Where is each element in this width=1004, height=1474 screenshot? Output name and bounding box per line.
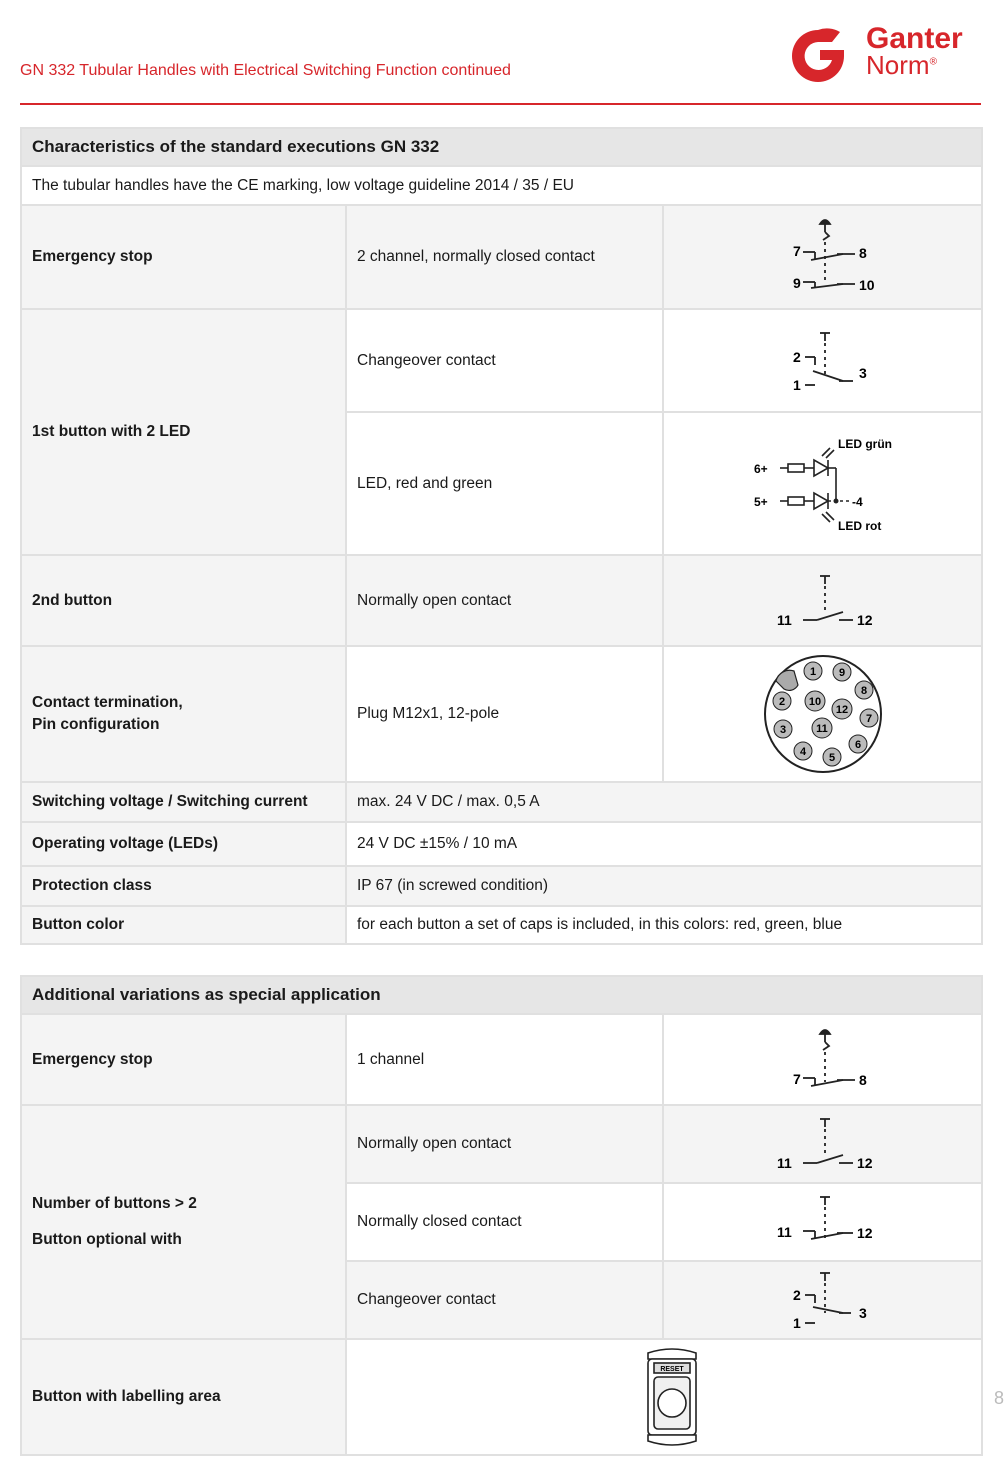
operating-voltage-label: Operating voltage (LEDs) [21, 822, 346, 866]
pin-5: 5 [828, 752, 835, 764]
plug-pin-diagram [663, 646, 982, 782]
led-red-text: LED rot [837, 518, 881, 533]
t2-co-value: Changeover contact [346, 1261, 663, 1339]
ganter-norm-logo [786, 24, 986, 86]
nc-2ch-mushroom-icon [763, 212, 883, 302]
table2-heading: Additional variations as special application [21, 976, 982, 1014]
contact-termination-line2: Pin configuration [32, 716, 160, 733]
pin-1: 1 [809, 666, 816, 678]
nc-pin-12: 12 [856, 1225, 873, 1241]
pin-12: 12 [835, 704, 848, 716]
changeover-value: Changeover contact [346, 309, 663, 412]
pin-4: 4 [799, 746, 806, 758]
led-pin-6: 6+ [753, 461, 768, 476]
es-pin-7: 7 [792, 243, 801, 259]
pin-9: 9 [838, 667, 845, 679]
t2-no-contact-icon [763, 1109, 883, 1179]
es-pin-8: 8 [858, 245, 867, 261]
led-value: LED, red and green [346, 412, 663, 555]
contact-termination-line1: Contact termination, [32, 694, 183, 711]
t2-nc-symbol [663, 1183, 982, 1261]
first-button-label: 1st button with 2 LED [21, 309, 346, 555]
pin-7: 7 [865, 713, 872, 725]
contact-termination-value: Plug M12x1, 12-pole [346, 646, 663, 782]
second-button-label: 2nd button [21, 555, 346, 646]
labelling-area-image [346, 1339, 982, 1455]
no-pin-12: 12 [856, 611, 873, 628]
logo-word-norm-wrap [866, 50, 937, 81]
page-number: 8 [994, 1388, 1004, 1408]
nc-contact-icon [763, 1187, 883, 1257]
t2-emergency-stop-label: Emergency stop [21, 1014, 346, 1105]
t2-no-symbol [663, 1105, 982, 1183]
reset-label-text: RESET [660, 1366, 684, 1373]
protection-class-value: IP 67 (in screwed condition) [346, 866, 982, 906]
t2-no-pin-12: 12 [856, 1155, 873, 1171]
protection-class-label: Protection class [21, 866, 346, 906]
co-pin-2: 2 [792, 348, 801, 365]
t2-es-pin-8: 8 [858, 1071, 867, 1088]
pin-10: 10 [808, 696, 821, 708]
characteristics-table [20, 127, 983, 945]
logo-registered: ® [929, 56, 937, 68]
logo-word-ganter: Ganter [866, 22, 963, 55]
switching-voltage-value: max. 24 V DC / max. 0,5 A [346, 782, 982, 822]
t2-emergency-stop-value: 1 channel [346, 1014, 663, 1105]
es-pin-9: 9 [792, 275, 801, 291]
nc-1ch-mushroom-icon [763, 1020, 883, 1100]
no-contact-icon [763, 566, 883, 636]
button-color-label: Button color [21, 906, 346, 944]
second-button-value: Normally open contact [346, 555, 663, 646]
contact-termination-label [21, 646, 346, 782]
pin-11: 11 [815, 723, 828, 735]
t2-co-symbol [663, 1261, 982, 1339]
no-pin-11: 11 [776, 611, 792, 628]
changeover-symbol [663, 309, 982, 412]
m12-plug-pin-icon [758, 649, 888, 779]
pin-6: 6 [854, 739, 861, 751]
pin-2: 2 [778, 696, 785, 708]
t2-es-pin-7: 7 [792, 1070, 801, 1087]
t2-buttons-line2: Button optional with [32, 1231, 182, 1248]
second-button-symbol [663, 555, 982, 646]
reset-button-labelling-icon [642, 1345, 702, 1449]
t2-changeover-contact-icon [763, 1265, 883, 1335]
special-variations-table [20, 975, 983, 1456]
pin-3: 3 [779, 724, 786, 736]
table1-heading: Characteristics of the standard executions GN 332 [21, 128, 982, 166]
operating-voltage-value: 24 V DC ±15% / 10 mA [346, 822, 982, 866]
led-symbol [663, 412, 982, 555]
page-header-title: GN 332 Tubular Handles with Electrical Switching Function continued [20, 62, 511, 79]
co-pin-3: 3 [858, 364, 867, 381]
led-diode-icon [738, 424, 908, 544]
led-pin-5: 5+ [753, 494, 768, 509]
emergency-stop-value: 2 channel, normally closed contact [346, 205, 663, 309]
switching-voltage-label: Switching voltage / Switching current [21, 782, 346, 822]
es-pin-10: 10 [858, 277, 875, 293]
t2-buttons-line1: Number of buttons > 2 [32, 1195, 197, 1212]
t2-co-pin-3: 3 [858, 1305, 867, 1321]
nc-pin-11: 11 [776, 1224, 792, 1240]
t2-nc-value: Normally closed contact [346, 1183, 663, 1261]
t2-no-value: Normally open contact [346, 1105, 663, 1183]
labelling-area-label: Button with labelling area [21, 1339, 346, 1455]
t2-buttons-label [21, 1105, 346, 1339]
t2-co-pin-2: 2 [792, 1287, 801, 1303]
t2-no-pin-11: 11 [776, 1155, 792, 1171]
t2-emergency-stop-symbol [663, 1014, 982, 1105]
t2-co-pin-1: 1 [792, 1315, 801, 1331]
led-green-text: LED grün [837, 436, 892, 451]
changeover-contact-icon [763, 321, 883, 401]
table1-intro: The tubular handles have the CE marking, low voltage guideline 2014 / 35 / EU [21, 166, 982, 205]
emergency-stop-label: Emergency stop [21, 205, 346, 309]
pin-8: 8 [860, 685, 867, 697]
co-pin-1: 1 [792, 376, 801, 393]
header-rule [20, 103, 981, 105]
logo-word-norm: Norm [866, 50, 930, 80]
button-color-value: for each button a set of caps is included, in this colors: red, green, blue [346, 906, 982, 944]
ganter-logo-mark-icon [786, 24, 856, 84]
emergency-stop-symbol [663, 205, 982, 309]
led-pin-4: -4 [851, 494, 863, 509]
